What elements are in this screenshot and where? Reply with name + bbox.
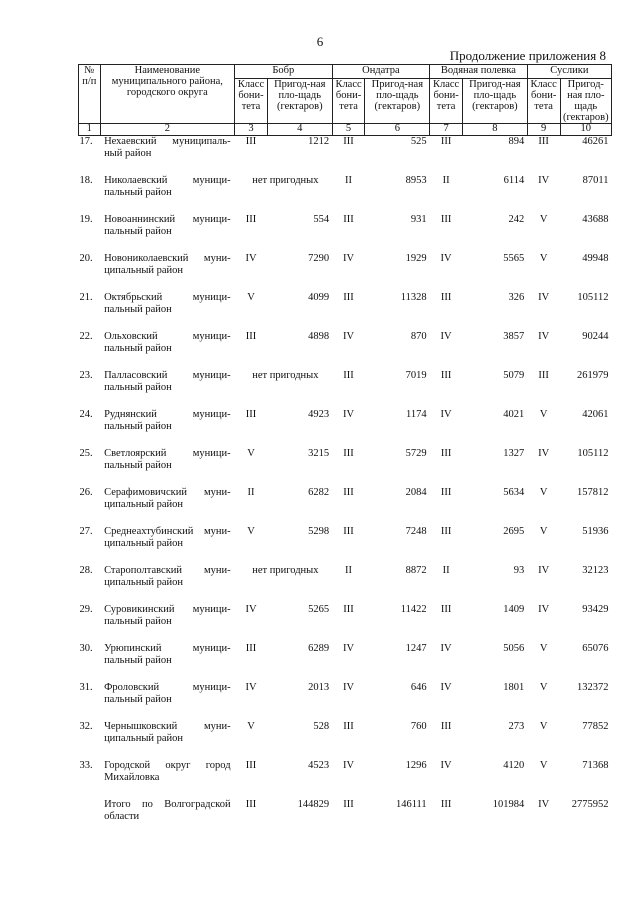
beaver-none-suitable: нет пригодных [252,565,319,576]
column-number: 4 [267,124,332,136]
muskrat-area: 2084 [405,487,427,498]
vole-area: 2695 [503,526,525,537]
table-row [79,214,612,253]
beaver-area: 4923 [308,409,330,420]
table-row [79,643,612,682]
row-number: 32. [79,721,93,732]
vole-area: 101984 [492,799,525,810]
muskrat-class: IV [343,643,355,654]
muskrat-area: 931 [410,214,427,225]
beaver-none-suitable: нет пригодных [252,370,319,381]
district-name: Фроловский муници-пальный район [104,682,231,705]
header-animal-beaver: Бобр [235,65,333,79]
gopher-class: V [539,526,548,537]
gopher-class: IV [538,292,550,303]
beaver-class: V [247,526,255,537]
muskrat-area: 8953 [405,175,427,186]
muskrat-class: III [343,721,354,732]
vole-class: III [440,604,452,615]
beaver-class: II [247,487,255,498]
vole-class: III [440,721,452,732]
beaver-class: III [245,331,257,342]
gopher-area: 87011 [582,175,609,186]
row-number: 30. [79,643,93,654]
muskrat-area: 146111 [395,799,427,810]
column-number: 2 [100,124,235,136]
beaver-area: 6289 [308,643,330,654]
column-number: 9 [527,124,560,136]
vole-class: III [440,136,452,147]
muskrat-area: 1247 [405,643,427,654]
table-row [79,526,612,565]
muskrat-area: 11422 [400,604,427,615]
district-name: Среднеахтубинский муни-ципальный район [104,526,231,549]
gopher-area: 90244 [582,331,609,342]
muskrat-class: III [343,136,354,147]
muskrat-class: IV [343,760,355,771]
row-number: 28. [79,565,93,576]
muskrat-area: 646 [410,682,427,693]
row-number: 23. [79,370,93,381]
header-animal-muskrat: Ондатра [332,65,430,79]
table-header [79,65,612,136]
beaver-class: III [245,760,257,771]
table-row [79,604,612,643]
vole-class: III [440,448,452,459]
district-name: Итого по Волгоградской области [104,799,231,822]
gopher-area: 157812 [577,487,609,498]
table-row [79,253,612,292]
gopher-class: V [539,253,548,264]
muskrat-class: IV [343,682,355,693]
row-number [79,799,101,835]
vole-area: 326 [508,292,525,303]
muskrat-area: 1929 [405,253,427,264]
beaver-class: IV [245,604,257,615]
beaver-area: 3215 [308,448,330,459]
district-name: Серафимовичский муни-ципальный район [104,487,231,510]
district-name: Светлоярский муници-пальный район [104,448,231,471]
gopher-area: 42061 [582,409,609,420]
district-name: Новониколаевский муни-ципальный район [104,253,231,276]
vole-class: III [440,292,452,303]
page-number: 6 [316,34,324,49]
gopher-class: IV [538,604,550,615]
gopher-area: 46261 [582,136,609,147]
row-number: 21. [79,292,93,303]
vole-area: 242 [508,214,525,225]
muskrat-class: III [343,604,354,615]
table-row [79,565,612,604]
header-animal-gopher: Суслики [527,65,611,79]
vole-class: III [440,799,452,810]
header-class: Класс бони-тета [430,79,463,124]
hunting-grounds-table [78,64,612,835]
gopher-class: IV [538,331,550,342]
muskrat-class: III [343,487,354,498]
table-row [79,292,612,331]
vole-class: III [440,370,452,381]
gopher-class: V [539,214,548,225]
beaver-area: 5265 [308,604,330,615]
table-row [79,721,612,760]
vole-class: III [440,526,452,537]
header-class: Класс бони-тета [235,79,268,124]
gopher-class: IV [538,175,550,186]
vole-area: 4021 [503,409,525,420]
beaver-class: III [245,136,257,147]
muskrat-class: III [343,292,354,303]
row-number: 22. [79,331,93,342]
header-animal-vole: Водяная полевка [430,65,528,79]
row-number: 29. [79,604,93,615]
header-class: Класс бони-тета [527,79,560,124]
beaver-area: 2013 [308,682,330,693]
muskrat-class: III [343,526,354,537]
beaver-area: 7290 [308,253,330,264]
beaver-area: 4523 [308,760,330,771]
beaver-area: 5298 [308,526,330,537]
vole-area: 5565 [503,253,525,264]
table-body [79,136,612,836]
beaver-area: 144829 [297,799,330,810]
gopher-area: 105112 [577,448,609,459]
table-row [79,760,612,799]
muskrat-class: III [343,370,354,381]
vole-area: 4120 [503,760,525,771]
muskrat-class: IV [343,331,355,342]
header-area: Пригод-ная пло-щадь (гектаров) [267,79,332,124]
row-number: 18. [79,175,93,186]
muskrat-area: 8872 [405,565,427,576]
row-number: 17. [79,136,93,147]
muskrat-class: II [345,565,353,576]
gopher-class: IV [538,799,550,810]
gopher-class: IV [538,448,550,459]
district-name: Чернышковский муни-ципальный район [104,721,231,744]
table-row [79,409,612,448]
table-row [79,448,612,487]
row-number: 20. [79,253,93,264]
gopher-class: III [538,370,549,381]
muskrat-class: III [343,799,354,810]
vole-class: IV [440,760,452,771]
header-name: Наименование муниципального района, городского округа [100,65,235,124]
gopher-class: IV [538,565,550,576]
row-number: 25. [79,448,93,459]
beaver-class: IV [245,253,257,264]
row-number: 27. [79,526,93,537]
header-class: Класс бони-тета [332,79,365,124]
beaver-area: 4099 [308,292,330,303]
muskrat-area: 5729 [405,448,427,459]
muskrat-area: 11328 [400,292,427,303]
district-name: Новоаннинский муници-пальный район [104,214,231,237]
district-name: Ольховский муници-пальный район [104,331,231,354]
beaver-class: IV [245,682,257,693]
muskrat-area: 1296 [405,760,427,771]
muskrat-class: IV [343,253,355,264]
gopher-area: 43688 [582,214,609,225]
district-name: Нехаевский муниципаль-ный район [104,136,231,159]
muskrat-area: 7019 [405,370,427,381]
vole-area: 5056 [503,643,525,654]
column-number: 5 [332,124,365,136]
vole-class: III [440,214,452,225]
column-number: 8 [463,124,528,136]
gopher-class: V [539,760,548,771]
vole-area: 894 [508,136,525,147]
district-name: Руднянский муници-пальный район [104,409,231,432]
vole-class: III [440,487,452,498]
vole-area: 5634 [503,487,525,498]
table-row [79,682,612,721]
gopher-class: V [539,487,548,498]
beaver-area: 6282 [308,487,330,498]
district-name: Николаевский муници-пальный район [104,175,231,198]
table-row [79,175,612,214]
header-num: № п/п [79,65,101,124]
vole-area: 3857 [503,331,525,342]
header-area: Пригод-ная пло-щадь (гектаров) [560,79,611,124]
vole-area: 5079 [503,370,525,381]
column-number: 6 [365,124,430,136]
table-row [79,331,612,370]
total-row [79,799,612,835]
vole-class: IV [440,682,452,693]
gopher-class: III [538,136,549,147]
district-name: Урюпинский муници-пальный район [104,643,231,666]
row-number: 33. [79,760,93,771]
muskrat-class: II [345,175,353,186]
vole-area: 1801 [503,682,525,693]
gopher-class: V [539,409,548,420]
column-number: 10 [560,124,611,136]
header-area: Пригод-ная пло-щадь (гектаров) [463,79,528,124]
vole-class: IV [440,409,452,420]
district-name: Октябрьский муници-пальный район [104,292,231,315]
table-row [79,136,612,176]
beaver-area: 1212 [308,136,330,147]
vole-area: 6114 [503,175,525,186]
muskrat-class: III [343,448,354,459]
muskrat-area: 760 [410,721,427,732]
vole-class: II [442,175,450,186]
header-area: Пригод-ная пло-щадь (гектаров) [365,79,430,124]
gopher-class: V [539,682,548,693]
gopher-area: 51936 [582,526,609,537]
vole-area: 273 [508,721,525,732]
beaver-none-suitable: нет пригодных [252,175,319,186]
gopher-area: 132372 [577,682,609,693]
gopher-area: 105112 [577,292,609,303]
continuation-title: Продолжение приложения 8 [449,48,606,63]
vole-area: 1327 [503,448,525,459]
gopher-area: 2775952 [571,799,609,810]
muskrat-class: III [343,214,354,225]
beaver-class: III [245,799,257,810]
vole-class: IV [440,331,452,342]
vole-area: 93 [513,565,525,576]
beaver-area: 554 [313,214,330,225]
gopher-class: V [539,721,548,732]
row-number: 19. [79,214,93,225]
district-name: Городской округ город Михайловка [104,760,231,783]
row-number: 24. [79,409,93,420]
beaver-class: III [245,643,257,654]
district-name: Суровикинский муници-пальный район [104,604,231,627]
muskrat-area: 525 [410,136,427,147]
gopher-area: 65076 [582,643,609,654]
gopher-class: V [539,643,548,654]
gopher-area: 32123 [582,565,609,576]
beaver-area: 4898 [308,331,330,342]
beaver-area: 528 [313,721,330,732]
district-name: Палласовский муници-пальный район [104,370,231,393]
district-name: Старополтавский муни-ципальный район [104,565,231,588]
vole-class: II [442,565,450,576]
table-row [79,487,612,526]
vole-area: 1409 [503,604,525,615]
muskrat-area: 1174 [406,409,427,420]
beaver-class: V [247,448,255,459]
muskrat-area: 7248 [405,526,427,537]
gopher-area: 71368 [582,760,609,771]
muskrat-class: IV [343,409,355,420]
beaver-class: III [245,409,257,420]
column-number: 3 [235,124,268,136]
column-number: 1 [79,124,101,136]
muskrat-area: 870 [410,331,427,342]
beaver-class: III [245,214,257,225]
row-number: 26. [79,487,93,498]
row-number: 31. [79,682,93,693]
gopher-area: 49948 [582,253,609,264]
gopher-area: 77852 [582,721,609,732]
gopher-area: 261979 [577,370,609,381]
table-row [79,370,612,409]
beaver-class: V [247,292,255,303]
gopher-area: 93429 [582,604,609,615]
vole-class: IV [440,253,452,264]
vole-class: IV [440,643,452,654]
column-number: 7 [430,124,463,136]
beaver-class: V [247,721,255,732]
